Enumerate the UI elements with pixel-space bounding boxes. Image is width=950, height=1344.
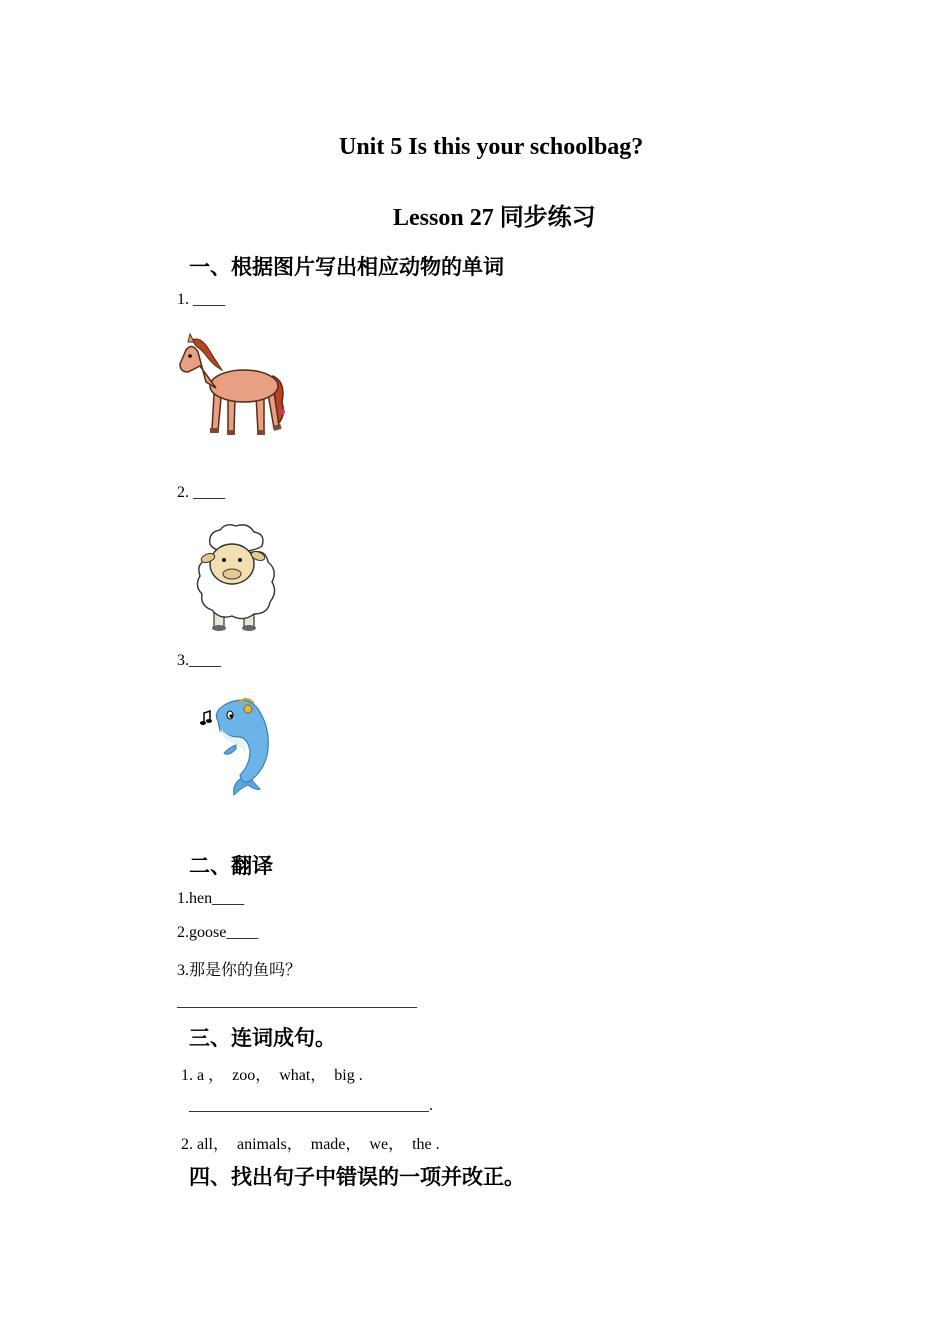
translate-item-1: 1.hen____ xyxy=(177,890,245,907)
section-4-heading: 四、找出句子中错误的一项并改正。 xyxy=(189,1165,525,1189)
sheep-illustration xyxy=(192,520,282,635)
section-1-heading: 一、根据图片写出相应动物的单词 xyxy=(189,255,504,279)
section-3-heading: 三、连词成句。 xyxy=(189,1026,336,1050)
worksheet-title: Unit 5 Is this your schoolbag? xyxy=(339,134,644,160)
answer-blank-line[interactable]: ______________________________. xyxy=(189,1097,433,1114)
section-2-heading: 二、翻译 xyxy=(189,854,273,878)
question-3-label: 3.____ xyxy=(177,652,221,669)
word-order-item-2: 2. all， animals， made， we， the . xyxy=(181,1136,440,1153)
lesson-subtitle: Lesson 27 同步练习 xyxy=(393,205,596,231)
question-1-label: 1. ____ xyxy=(177,291,225,308)
horse-illustration xyxy=(178,332,293,442)
dolphin-illustration xyxy=(198,693,278,798)
translate-item-3: 3.那是你的鱼吗？ xyxy=(177,962,302,979)
answer-blank-line[interactable]: ______________________________ xyxy=(177,993,417,1010)
question-2-label: 2. ____ xyxy=(177,484,225,501)
word-order-item-1: 1. a ， zoo， what， big . xyxy=(181,1067,363,1084)
translate-item-2: 2.goose____ xyxy=(177,924,259,941)
